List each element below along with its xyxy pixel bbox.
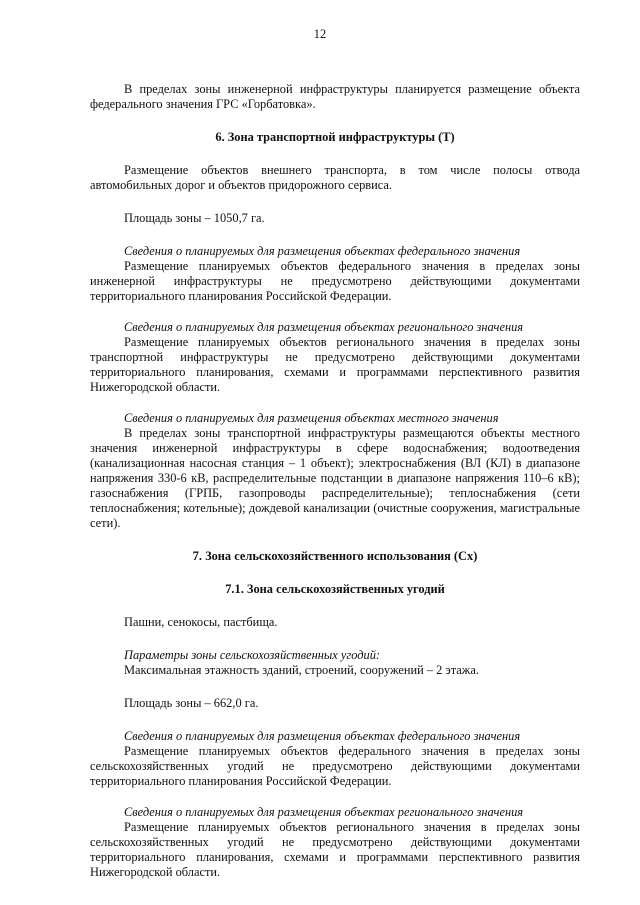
area-transport-zone: Площадь зоны – 1050,7 га.	[124, 211, 265, 225]
heading-agricultural-lands: 7.1. Зона сельскохозяйственных угодий	[225, 582, 445, 596]
paragraph-transport-placement: Размещение объектов внешнего транспорта, в том числе полосы отвода автомобильных дорог и объектов придорожного сервиса.	[90, 163, 580, 192]
regional-objects-title-agricultural: Сведения о планируемых для размещения объектах регионального значения	[124, 805, 524, 819]
federal-objects-title-agricultural: Сведения о планируемых для размещения объектах федерального значения	[124, 729, 521, 743]
heading-transport-zone: 6. Зона транспортной инфраструктуры (Т)	[215, 130, 455, 144]
paragraph-engineering-zone: В пределах зоны инженерной инфраструктуры планируется размещение объекта федерального значения ГРС «Горбатовка».	[90, 82, 580, 111]
zone-parameters-text: Максимальная этажность зданий, строений, сооружений – 2 этажа.	[124, 663, 479, 677]
regional-objects-text-agricultural: Размещение планируемых объектов регионального значения в пределах зоны сельскохозяйственных угодий не предусмотрено действующими документами территориального планирования, схемами и программами перспективного развития Нижегородской области.	[90, 820, 580, 879]
document-body	[90, 82, 580, 880]
page-number: 12	[313, 27, 327, 41]
area-agricultural-zone: Площадь зоны – 662,0 га.	[124, 696, 259, 710]
federal-objects-text-transport: Размещение планируемых объектов федерального значения в пределах зоны инженерной инфраструктуры не предусмотрено действующими документами территориального планирования Российской Федерации.	[90, 259, 580, 303]
federal-objects-text-agricultural: Размещение планируемых объектов федерального значения в пределах зоны сельскохозяйственных угодий не предусмотрено действующими документами территориального планирования Российской Федерации.	[90, 744, 580, 788]
regional-objects-title-transport: Сведения о планируемых для размещения объектах регионального значения	[124, 320, 524, 334]
federal-objects-title-transport: Сведения о планируемых для размещения объектах федерального значения	[124, 244, 521, 258]
paragraph-agricultural-uses: Пашни, сенокосы, пастбища.	[124, 615, 278, 629]
zone-parameters-title: Параметры зоны сельскохозяйственных угодий:	[124, 648, 381, 662]
heading-agricultural-zone: 7. Зона сельскохозяйственного использования (Сх)	[192, 549, 478, 563]
local-objects-text-transport: В пределах зоны транспортной инфраструктуры размещаются объекты местного значения инженерной инфраструктуры в сфере водоснабжения; водоотведения (канализационная насосная станция – 1 объект); электроснабжения (ВЛ (КЛ) в диапазоне напряжения 330-6 кВ, распределительные подстанции в диапазоне напряжения 110–6 кВ); газоснабжения (ГРПБ, газопроводы распределительные); теплоснабжения (сети теплоснабжения; котельные); дождевой канализации (очистные сооружения, магистральные сети).	[90, 426, 580, 530]
regional-objects-text-transport: Размещение планируемых объектов регионального значения в пределах зоны транспортной инфраструктуры не предусмотрено действующими документами территориального планирования, схемами и программами перспективного развития Нижегородской области.	[90, 335, 580, 394]
local-objects-title-transport: Сведения о планируемых для размещения объектах местного значения	[124, 411, 499, 425]
